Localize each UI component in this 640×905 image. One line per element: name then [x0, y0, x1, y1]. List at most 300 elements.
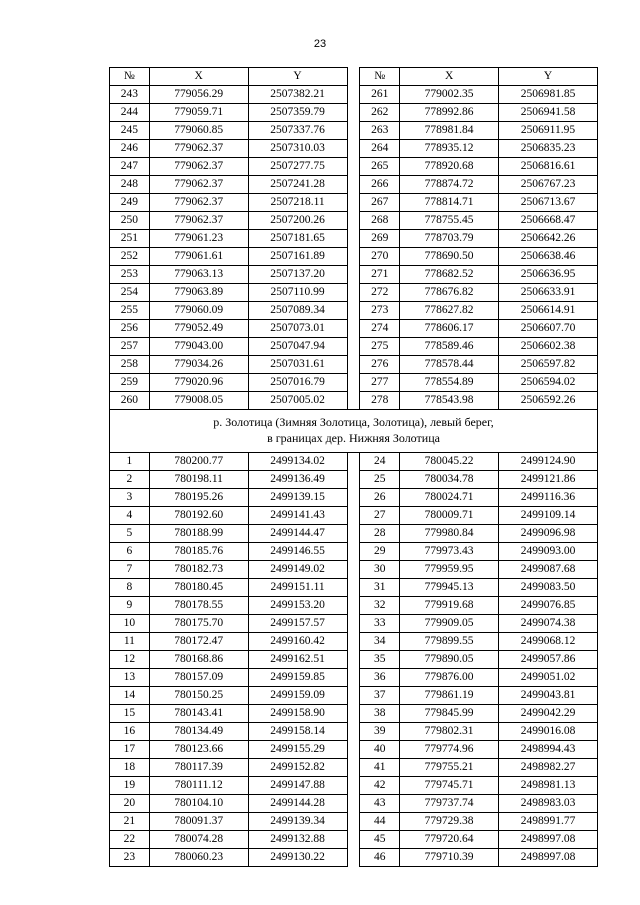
table-row	[110, 741, 598, 759]
y-coordinate-cell: 2506713.67	[499, 194, 598, 212]
y-coordinate-cell: 2506642.26	[499, 230, 598, 248]
point-number-cell: 32	[360, 597, 400, 615]
column-gap	[347, 831, 360, 849]
y-coordinate-cell: 2507200.26	[248, 212, 347, 230]
y-coordinate-cell: 2499130.22	[248, 849, 347, 867]
table-row	[110, 651, 598, 669]
y-coordinate-cell: 2498991.77	[499, 813, 598, 831]
column-gap	[347, 230, 360, 248]
y-coordinate-cell: 2499151.11	[248, 579, 347, 597]
y-coordinate-cell: 2506668.47	[499, 212, 598, 230]
column-gap	[347, 320, 360, 338]
point-number-cell: 272	[360, 284, 400, 302]
y-coordinate-cell: 2506767.23	[499, 176, 598, 194]
point-number-cell: 29	[360, 543, 400, 561]
x-coordinate-cell: 780150.25	[149, 687, 248, 705]
y-coordinate-cell: 2507089.34	[248, 302, 347, 320]
point-number-cell: 248	[110, 176, 150, 194]
table-row	[110, 543, 598, 561]
x-coordinate-cell: 780143.41	[149, 705, 248, 723]
x-coordinate-cell: 778543.98	[400, 392, 499, 410]
point-number-cell: 20	[110, 795, 150, 813]
x-coordinate-cell: 778814.71	[400, 194, 499, 212]
x-coordinate-cell: 780024.71	[400, 489, 499, 507]
column-gap	[347, 471, 360, 489]
y-coordinate-cell: 2499083.50	[499, 579, 598, 597]
point-number-cell: 46	[360, 849, 400, 867]
y-coordinate-cell: 2499144.28	[248, 795, 347, 813]
x-coordinate-cell: 779002.35	[400, 86, 499, 104]
table-row	[110, 158, 598, 176]
x-coordinate-cell: 779034.26	[149, 356, 248, 374]
y-coordinate-cell: 2507382.21	[248, 86, 347, 104]
section-row	[110, 410, 598, 453]
column-gap	[347, 759, 360, 777]
y-coordinate-cell: 2499076.85	[499, 597, 598, 615]
point-number-cell: 262	[360, 104, 400, 122]
y-coordinate-cell: 2499158.14	[248, 723, 347, 741]
x-coordinate-cell: 779945.13	[400, 579, 499, 597]
column-gap	[347, 813, 360, 831]
table-row	[110, 687, 598, 705]
point-number-cell: 43	[360, 795, 400, 813]
x-coordinate-cell: 779919.68	[400, 597, 499, 615]
table-row	[110, 194, 598, 212]
y-coordinate-cell: 2499042.29	[499, 705, 598, 723]
column-gap	[347, 158, 360, 176]
y-coordinate-cell: 2499141.43	[248, 507, 347, 525]
y-coordinate-cell: 2498997.08	[499, 849, 598, 867]
column-gap	[347, 651, 360, 669]
x-coordinate-cell: 779737.74	[400, 795, 499, 813]
y-coordinate-cell: 2498997.08	[499, 831, 598, 849]
y-coordinate-cell: 2506835.23	[499, 140, 598, 158]
point-number-cell: 246	[110, 140, 150, 158]
x-coordinate-cell: 780180.45	[149, 579, 248, 597]
y-coordinate-cell: 2499149.02	[248, 561, 347, 579]
point-number-cell: 250	[110, 212, 150, 230]
y-coordinate-cell: 2506911.95	[499, 122, 598, 140]
x-coordinate-cell: 779062.37	[149, 158, 248, 176]
point-number-cell: 35	[360, 651, 400, 669]
x-coordinate-cell: 779008.05	[149, 392, 248, 410]
y-coordinate-cell: 2506941.58	[499, 104, 598, 122]
point-number-cell: 265	[360, 158, 400, 176]
x-coordinate-cell: 779720.64	[400, 831, 499, 849]
y-coordinate-cell: 2499139.34	[248, 813, 347, 831]
x-coordinate-cell: 778874.72	[400, 176, 499, 194]
table-row	[110, 302, 598, 320]
y-coordinate-cell: 2506594.02	[499, 374, 598, 392]
x-coordinate-cell: 780185.76	[149, 543, 248, 561]
point-number-cell: 13	[110, 669, 150, 687]
table-row	[110, 104, 598, 122]
point-number-cell: 259	[110, 374, 150, 392]
point-number-cell: 44	[360, 813, 400, 831]
point-number-cell: 249	[110, 194, 150, 212]
x-coordinate-cell: 779909.05	[400, 615, 499, 633]
y-coordinate-cell: 2499074.38	[499, 615, 598, 633]
point-number-cell: 3	[110, 489, 150, 507]
column-gap	[347, 453, 360, 471]
point-number-cell: 30	[360, 561, 400, 579]
x-coordinate-cell: 778703.79	[400, 230, 499, 248]
point-number-cell: 255	[110, 302, 150, 320]
x-coordinate-cell: 780178.55	[149, 597, 248, 615]
y-coordinate-cell: 2498981.13	[499, 777, 598, 795]
column-gap	[347, 140, 360, 158]
x-coordinate-cell: 778682.52	[400, 266, 499, 284]
table-row	[110, 705, 598, 723]
point-number-cell: 25	[360, 471, 400, 489]
y-coordinate-cell: 2507241.28	[248, 176, 347, 194]
column-gap	[347, 669, 360, 687]
table-row	[110, 86, 598, 104]
x-coordinate-cell: 780123.66	[149, 741, 248, 759]
y-coordinate-cell: 2499153.20	[248, 597, 347, 615]
x-coordinate-cell: 780195.26	[149, 489, 248, 507]
column-gap	[347, 248, 360, 266]
x-coordinate-cell: 779959.95	[400, 561, 499, 579]
x-coordinate-cell: 778992.86	[400, 104, 499, 122]
x-coordinate-cell: 779890.05	[400, 651, 499, 669]
point-number-cell: 277	[360, 374, 400, 392]
point-number-cell: 267	[360, 194, 400, 212]
point-number-cell: 7	[110, 561, 150, 579]
y-coordinate-cell: 2507310.03	[248, 140, 347, 158]
table-row	[110, 849, 598, 867]
y-coordinate-cell: 2499051.02	[499, 669, 598, 687]
header-row	[110, 68, 598, 86]
point-number-cell: 14	[110, 687, 150, 705]
header-y: Y	[248, 68, 347, 86]
point-number-cell: 273	[360, 302, 400, 320]
column-gap	[347, 86, 360, 104]
y-coordinate-cell: 2499124.90	[499, 453, 598, 471]
column-gap	[347, 176, 360, 194]
column-gap	[347, 849, 360, 867]
point-number-cell: 40	[360, 741, 400, 759]
point-number-cell: 27	[360, 507, 400, 525]
table-row	[110, 561, 598, 579]
point-number-cell: 21	[110, 813, 150, 831]
point-number-cell: 41	[360, 759, 400, 777]
x-coordinate-cell: 778935.12	[400, 140, 499, 158]
column-gap	[347, 374, 360, 392]
x-coordinate-cell: 778981.84	[400, 122, 499, 140]
x-coordinate-cell: 779063.13	[149, 266, 248, 284]
point-number-cell: 6	[110, 543, 150, 561]
x-coordinate-cell: 779745.71	[400, 777, 499, 795]
table-row	[110, 525, 598, 543]
table-row	[110, 597, 598, 615]
point-number-cell: 15	[110, 705, 150, 723]
block-1-rows	[110, 86, 598, 410]
y-coordinate-cell: 2499057.86	[499, 651, 598, 669]
x-coordinate-cell: 779861.19	[400, 687, 499, 705]
x-coordinate-cell: 779059.71	[149, 104, 248, 122]
y-coordinate-cell: 2499087.68	[499, 561, 598, 579]
column-gap	[347, 615, 360, 633]
point-number-cell: 37	[360, 687, 400, 705]
x-coordinate-cell: 779043.00	[149, 338, 248, 356]
table-row	[110, 633, 598, 651]
column-gap	[347, 266, 360, 284]
point-number-cell: 38	[360, 705, 400, 723]
x-coordinate-cell: 780198.11	[149, 471, 248, 489]
point-number-cell: 8	[110, 579, 150, 597]
point-number-cell: 274	[360, 320, 400, 338]
point-number-cell: 19	[110, 777, 150, 795]
x-coordinate-cell: 779774.96	[400, 741, 499, 759]
y-coordinate-cell: 2506636.95	[499, 266, 598, 284]
table-row	[110, 615, 598, 633]
point-number-cell: 34	[360, 633, 400, 651]
column-gap	[347, 543, 360, 561]
x-coordinate-cell: 779729.38	[400, 813, 499, 831]
column-gap	[347, 338, 360, 356]
table-row	[110, 471, 598, 489]
page-number: 23	[313, 38, 327, 50]
point-number-cell: 270	[360, 248, 400, 266]
x-coordinate-cell: 780091.37	[149, 813, 248, 831]
y-coordinate-cell: 2499159.09	[248, 687, 347, 705]
y-coordinate-cell: 2506597.82	[499, 356, 598, 374]
table-row	[110, 356, 598, 374]
point-number-cell: 256	[110, 320, 150, 338]
point-number-cell: 269	[360, 230, 400, 248]
column-gap	[347, 687, 360, 705]
table-row	[110, 338, 598, 356]
x-coordinate-cell: 780172.47	[149, 633, 248, 651]
header-y: Y	[499, 68, 598, 86]
x-coordinate-cell: 780074.28	[149, 831, 248, 849]
column-gap	[347, 284, 360, 302]
point-number-cell: 253	[110, 266, 150, 284]
point-number-cell: 18	[110, 759, 150, 777]
y-coordinate-cell: 2499096.98	[499, 525, 598, 543]
y-coordinate-cell: 2499160.42	[248, 633, 347, 651]
x-coordinate-cell: 780009.71	[400, 507, 499, 525]
point-number-cell: 23	[110, 849, 150, 867]
column-gap	[347, 741, 360, 759]
x-coordinate-cell: 780117.39	[149, 759, 248, 777]
y-coordinate-cell: 2499139.15	[248, 489, 347, 507]
y-coordinate-cell: 2499134.02	[248, 453, 347, 471]
y-coordinate-cell: 2499093.00	[499, 543, 598, 561]
x-coordinate-cell: 779061.23	[149, 230, 248, 248]
table-row	[110, 723, 598, 741]
point-number-cell: 260	[110, 392, 150, 410]
column-gap	[347, 777, 360, 795]
x-coordinate-cell: 778606.17	[400, 320, 499, 338]
y-coordinate-cell: 2499132.88	[248, 831, 347, 849]
table-row	[110, 392, 598, 410]
section-title-line-1: р. Золотица (Зимняя Золотица, Золотица), левый берег,	[213, 415, 494, 430]
y-coordinate-cell: 2507218.11	[248, 194, 347, 212]
x-coordinate-cell: 779876.00	[400, 669, 499, 687]
point-number-cell: 271	[360, 266, 400, 284]
y-coordinate-cell: 2499109.14	[499, 507, 598, 525]
point-number-cell: 39	[360, 723, 400, 741]
column-gap	[347, 633, 360, 651]
x-coordinate-cell: 780111.12	[149, 777, 248, 795]
column-gap	[347, 392, 360, 410]
point-number-cell: 9	[110, 597, 150, 615]
column-gap	[347, 212, 360, 230]
x-coordinate-cell: 780060.23	[149, 849, 248, 867]
x-coordinate-cell: 780157.09	[149, 669, 248, 687]
y-coordinate-cell: 2499147.88	[248, 777, 347, 795]
x-coordinate-cell: 780034.78	[400, 471, 499, 489]
column-gap	[347, 723, 360, 741]
y-coordinate-cell: 2499016.08	[499, 723, 598, 741]
y-coordinate-cell: 2506614.91	[499, 302, 598, 320]
point-number-cell: 11	[110, 633, 150, 651]
x-coordinate-cell: 779899.55	[400, 633, 499, 651]
y-coordinate-cell: 2499068.12	[499, 633, 598, 651]
x-coordinate-cell: 778589.46	[400, 338, 499, 356]
point-number-cell: 264	[360, 140, 400, 158]
y-coordinate-cell: 2499152.82	[248, 759, 347, 777]
table-row	[110, 507, 598, 525]
y-coordinate-cell: 2506607.70	[499, 320, 598, 338]
x-coordinate-cell: 778755.45	[400, 212, 499, 230]
y-coordinate-cell: 2507277.75	[248, 158, 347, 176]
y-coordinate-cell: 2507031.61	[248, 356, 347, 374]
x-coordinate-cell: 779755.21	[400, 759, 499, 777]
table-row	[110, 579, 598, 597]
x-coordinate-cell: 780182.73	[149, 561, 248, 579]
x-coordinate-cell: 780168.86	[149, 651, 248, 669]
x-coordinate-cell: 779062.37	[149, 212, 248, 230]
x-coordinate-cell: 778690.50	[400, 248, 499, 266]
table-row	[110, 176, 598, 194]
column-gap	[347, 561, 360, 579]
point-number-cell: 258	[110, 356, 150, 374]
point-number-cell: 244	[110, 104, 150, 122]
point-number-cell: 251	[110, 230, 150, 248]
section-title	[110, 410, 598, 453]
y-coordinate-cell: 2507359.79	[248, 104, 347, 122]
column-gap	[347, 122, 360, 140]
point-number-cell: 254	[110, 284, 150, 302]
column-gap	[347, 68, 360, 86]
x-coordinate-cell: 779710.39	[400, 849, 499, 867]
column-gap	[347, 302, 360, 320]
x-coordinate-cell: 779020.96	[149, 374, 248, 392]
y-coordinate-cell: 2507337.76	[248, 122, 347, 140]
x-coordinate-cell: 780134.49	[149, 723, 248, 741]
table-row	[110, 266, 598, 284]
x-coordinate-cell: 778578.44	[400, 356, 499, 374]
section-heading	[110, 410, 598, 453]
table-row	[110, 122, 598, 140]
column-gap	[347, 104, 360, 122]
y-coordinate-cell: 2507016.79	[248, 374, 347, 392]
x-coordinate-cell: 780200.77	[149, 453, 248, 471]
y-coordinate-cell: 2507181.65	[248, 230, 347, 248]
point-number-cell: 278	[360, 392, 400, 410]
x-coordinate-cell: 778676.82	[400, 284, 499, 302]
header-x: X	[149, 68, 248, 86]
table-row	[110, 669, 598, 687]
column-gap	[347, 795, 360, 813]
x-coordinate-cell: 779062.37	[149, 194, 248, 212]
x-coordinate-cell: 779063.89	[149, 284, 248, 302]
header-number: №	[110, 68, 150, 86]
coordinates-table	[109, 67, 598, 867]
y-coordinate-cell: 2499158.90	[248, 705, 347, 723]
point-number-cell: 266	[360, 176, 400, 194]
table-row	[110, 489, 598, 507]
table-row	[110, 374, 598, 392]
point-number-cell: 26	[360, 489, 400, 507]
x-coordinate-cell: 780188.99	[149, 525, 248, 543]
x-coordinate-cell: 778920.68	[400, 158, 499, 176]
y-coordinate-cell: 2507110.99	[248, 284, 347, 302]
header-x: X	[400, 68, 499, 86]
point-number-cell: 24	[360, 453, 400, 471]
y-coordinate-cell: 2506638.46	[499, 248, 598, 266]
y-coordinate-cell: 2506602.38	[499, 338, 598, 356]
y-coordinate-cell: 2499157.57	[248, 615, 347, 633]
y-coordinate-cell: 2499043.81	[499, 687, 598, 705]
x-coordinate-cell: 780192.60	[149, 507, 248, 525]
x-coordinate-cell: 779062.37	[149, 140, 248, 158]
x-coordinate-cell: 778554.89	[400, 374, 499, 392]
point-number-cell: 247	[110, 158, 150, 176]
table-row	[110, 284, 598, 302]
point-number-cell: 22	[110, 831, 150, 849]
point-number-cell: 5	[110, 525, 150, 543]
x-coordinate-cell: 778627.82	[400, 302, 499, 320]
y-coordinate-cell: 2507005.02	[248, 392, 347, 410]
table-row	[110, 453, 598, 471]
x-coordinate-cell: 779060.85	[149, 122, 248, 140]
column-gap	[347, 525, 360, 543]
y-coordinate-cell: 2499116.36	[499, 489, 598, 507]
y-coordinate-cell: 2499121.86	[499, 471, 598, 489]
y-coordinate-cell: 2499146.55	[248, 543, 347, 561]
table-row	[110, 320, 598, 338]
y-coordinate-cell: 2507137.20	[248, 266, 347, 284]
column-gap	[347, 507, 360, 525]
y-coordinate-cell: 2506592.26	[499, 392, 598, 410]
point-number-cell: 17	[110, 741, 150, 759]
point-number-cell: 245	[110, 122, 150, 140]
column-gap	[347, 489, 360, 507]
column-gap	[347, 194, 360, 212]
point-number-cell: 4	[110, 507, 150, 525]
point-number-cell: 45	[360, 831, 400, 849]
y-coordinate-cell: 2499136.49	[248, 471, 347, 489]
point-number-cell: 36	[360, 669, 400, 687]
y-coordinate-cell: 2499162.51	[248, 651, 347, 669]
header-number: №	[360, 68, 400, 86]
x-coordinate-cell: 779980.84	[400, 525, 499, 543]
point-number-cell: 263	[360, 122, 400, 140]
y-coordinate-cell: 2507161.89	[248, 248, 347, 266]
table-row	[110, 795, 598, 813]
y-coordinate-cell: 2506633.91	[499, 284, 598, 302]
point-number-cell: 33	[360, 615, 400, 633]
point-number-cell: 243	[110, 86, 150, 104]
y-coordinate-cell: 2499159.85	[248, 669, 347, 687]
point-number-cell: 42	[360, 777, 400, 795]
point-number-cell: 275	[360, 338, 400, 356]
point-number-cell: 12	[110, 651, 150, 669]
